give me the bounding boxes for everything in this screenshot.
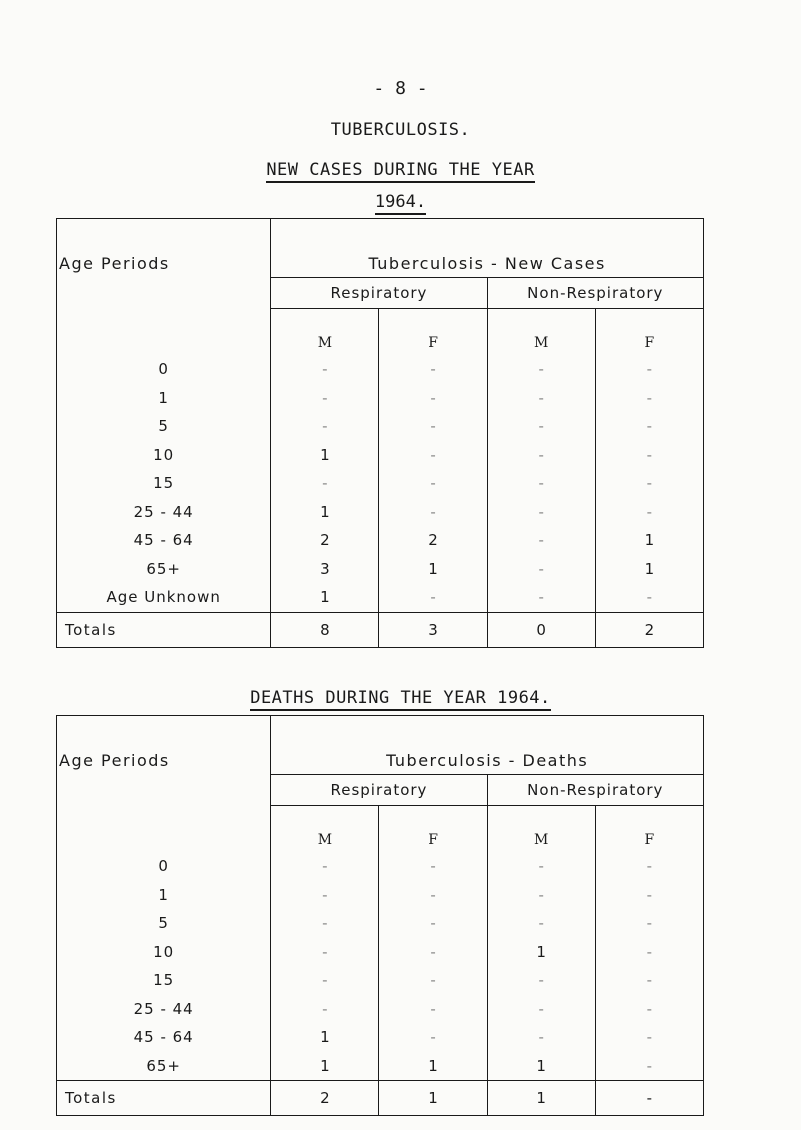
value-cell: - — [487, 498, 595, 527]
value-cell: - — [595, 355, 703, 384]
totals-label: Totals — [57, 612, 271, 647]
age-period-cell: 45 - 64 — [57, 1023, 271, 1052]
value-cell: 2 — [271, 526, 379, 555]
value-cell: 2 — [379, 526, 487, 555]
non-respiratory-header: Non-Respiratory — [487, 775, 703, 806]
new-cases-table — [56, 218, 704, 648]
nonresp-male-header: M — [487, 806, 595, 853]
value-cell: 1 — [271, 583, 379, 612]
total-value-cell: 2 — [595, 612, 703, 647]
value-cell: - — [271, 909, 379, 938]
value-cell: - — [487, 355, 595, 384]
value-cell: - — [487, 555, 595, 584]
value-cell: - — [379, 881, 487, 910]
age-period-cell: 10 — [57, 938, 271, 967]
table-row — [57, 966, 704, 995]
value-cell: - — [379, 1023, 487, 1052]
age-period-cell: 65+ — [57, 1052, 271, 1081]
value-cell: 3 — [271, 555, 379, 584]
value-cell: - — [595, 938, 703, 967]
age-periods-header: Age Periods — [57, 219, 271, 309]
value-cell: - — [379, 938, 487, 967]
value-cell: - — [487, 583, 595, 612]
value-cell: - — [487, 995, 595, 1024]
nonresp-male-header: M — [487, 309, 595, 356]
value-cell: - — [271, 938, 379, 967]
value-cell: - — [595, 469, 703, 498]
value-cell: - — [595, 441, 703, 470]
age-period-cell: 15 — [57, 966, 271, 995]
page-title: TUBERCULOSIS. — [330, 120, 471, 140]
value-cell: - — [595, 583, 703, 612]
value-cell: - — [379, 583, 487, 612]
respiratory-header: Respiratory — [271, 278, 487, 309]
total-value-cell: 2 — [271, 1081, 379, 1116]
age-period-cell: 65+ — [57, 555, 271, 584]
value-cell: - — [595, 412, 703, 441]
value-cell: - — [379, 441, 487, 470]
total-value-cell: 0 — [487, 612, 595, 647]
value-cell: 1 — [271, 441, 379, 470]
value-cell: 1 — [595, 526, 703, 555]
table-row — [57, 384, 704, 413]
age-period-cell: 10 — [57, 441, 271, 470]
page-number: - 8 - — [373, 78, 428, 99]
respiratory-header: Respiratory — [271, 775, 487, 806]
value-cell: - — [379, 384, 487, 413]
age-period-cell: 5 — [57, 412, 271, 441]
deaths-heading-text: DEATHS DURING THE YEAR 1964. — [250, 688, 551, 711]
value-cell: - — [487, 412, 595, 441]
table-row — [57, 441, 704, 470]
totals-row — [57, 1081, 704, 1116]
value-cell: - — [487, 384, 595, 413]
age-period-cell: 5 — [57, 909, 271, 938]
age-period-cell: 1 — [57, 384, 271, 413]
value-cell: 1 — [271, 1052, 379, 1081]
age-period-cell: 25 - 44 — [57, 498, 271, 527]
value-cell: - — [487, 852, 595, 881]
new-cases-heading-text: NEW CASES DURING THE YEAR — [266, 160, 534, 183]
value-cell: 1 — [271, 498, 379, 527]
table-row — [57, 526, 704, 555]
value-cell: - — [379, 966, 487, 995]
total-value-cell: 8 — [271, 612, 379, 647]
tb-new-cases-header: Tuberculosis - New Cases — [271, 219, 704, 278]
totals-label: Totals — [57, 1081, 271, 1116]
resp-female-header: F — [379, 806, 487, 853]
age-period-cell: 0 — [57, 852, 271, 881]
value-cell: - — [595, 384, 703, 413]
age-period-cell: 1 — [57, 881, 271, 910]
value-cell: - — [379, 355, 487, 384]
value-cell: - — [487, 441, 595, 470]
year-heading-text: 1964. — [375, 192, 426, 215]
value-cell: - — [271, 469, 379, 498]
tb-deaths-header: Tuberculosis - Deaths — [271, 716, 704, 775]
totals-row — [57, 612, 704, 647]
resp-male-header: M — [271, 309, 379, 356]
nonresp-female-header: F — [595, 806, 703, 853]
table-row — [57, 995, 704, 1024]
resp-female-header: F — [379, 309, 487, 356]
value-cell: - — [379, 852, 487, 881]
value-cell: - — [595, 995, 703, 1024]
value-cell: - — [271, 995, 379, 1024]
value-cell: - — [271, 384, 379, 413]
total-value-cell: 1 — [379, 1081, 487, 1116]
value-cell: - — [379, 995, 487, 1024]
value-cell: - — [487, 469, 595, 498]
value-cell: - — [595, 966, 703, 995]
value-cell: 1 — [487, 1052, 595, 1081]
table-row — [57, 1023, 704, 1052]
value-cell: - — [271, 412, 379, 441]
value-cell: - — [271, 881, 379, 910]
non-respiratory-header: Non-Respiratory — [487, 278, 703, 309]
table-row — [57, 881, 704, 910]
nonresp-female-header: F — [595, 309, 703, 356]
value-cell: - — [379, 498, 487, 527]
resp-male-header: M — [271, 806, 379, 853]
value-cell: - — [271, 966, 379, 995]
value-cell: - — [595, 909, 703, 938]
age-period-cell: 0 — [57, 355, 271, 384]
table-row — [57, 412, 704, 441]
value-cell: - — [487, 909, 595, 938]
total-value-cell: 1 — [487, 1081, 595, 1116]
value-cell: - — [271, 355, 379, 384]
new-cases-heading — [0, 160, 801, 180]
value-cell: - — [379, 412, 487, 441]
value-cell: - — [487, 966, 595, 995]
value-cell: 1 — [379, 555, 487, 584]
value-cell: - — [595, 852, 703, 881]
value-cell: - — [487, 526, 595, 555]
value-cell: - — [595, 881, 703, 910]
year-heading — [0, 192, 801, 212]
value-cell: - — [271, 852, 379, 881]
value-cell: - — [487, 1023, 595, 1052]
value-cell: - — [379, 909, 487, 938]
value-cell: 1 — [379, 1052, 487, 1081]
value-cell: - — [595, 1052, 703, 1081]
table-row — [57, 498, 704, 527]
age-period-cell: 25 - 44 — [57, 995, 271, 1024]
value-cell: - — [595, 498, 703, 527]
total-value-cell: 3 — [379, 612, 487, 647]
age-period-cell: 15 — [57, 469, 271, 498]
value-cell: 1 — [271, 1023, 379, 1052]
table-row — [57, 1052, 704, 1081]
deaths-table — [56, 715, 704, 1116]
age-period-cell: Age Unknown — [57, 583, 271, 612]
age-periods-header: Age Periods — [57, 716, 271, 806]
age-period-cell: 45 - 64 — [57, 526, 271, 555]
value-cell: - — [487, 881, 595, 910]
table-row — [57, 355, 704, 384]
table-row — [57, 469, 704, 498]
table-row — [57, 852, 704, 881]
table-row — [57, 909, 704, 938]
value-cell: 1 — [595, 555, 703, 584]
value-cell: - — [379, 469, 487, 498]
value-cell: 1 — [487, 938, 595, 967]
total-value-cell: - — [595, 1081, 703, 1116]
deaths-heading — [0, 688, 801, 708]
table-row — [57, 938, 704, 967]
table-row — [57, 555, 704, 584]
value-cell: - — [595, 1023, 703, 1052]
table-row — [57, 583, 704, 612]
